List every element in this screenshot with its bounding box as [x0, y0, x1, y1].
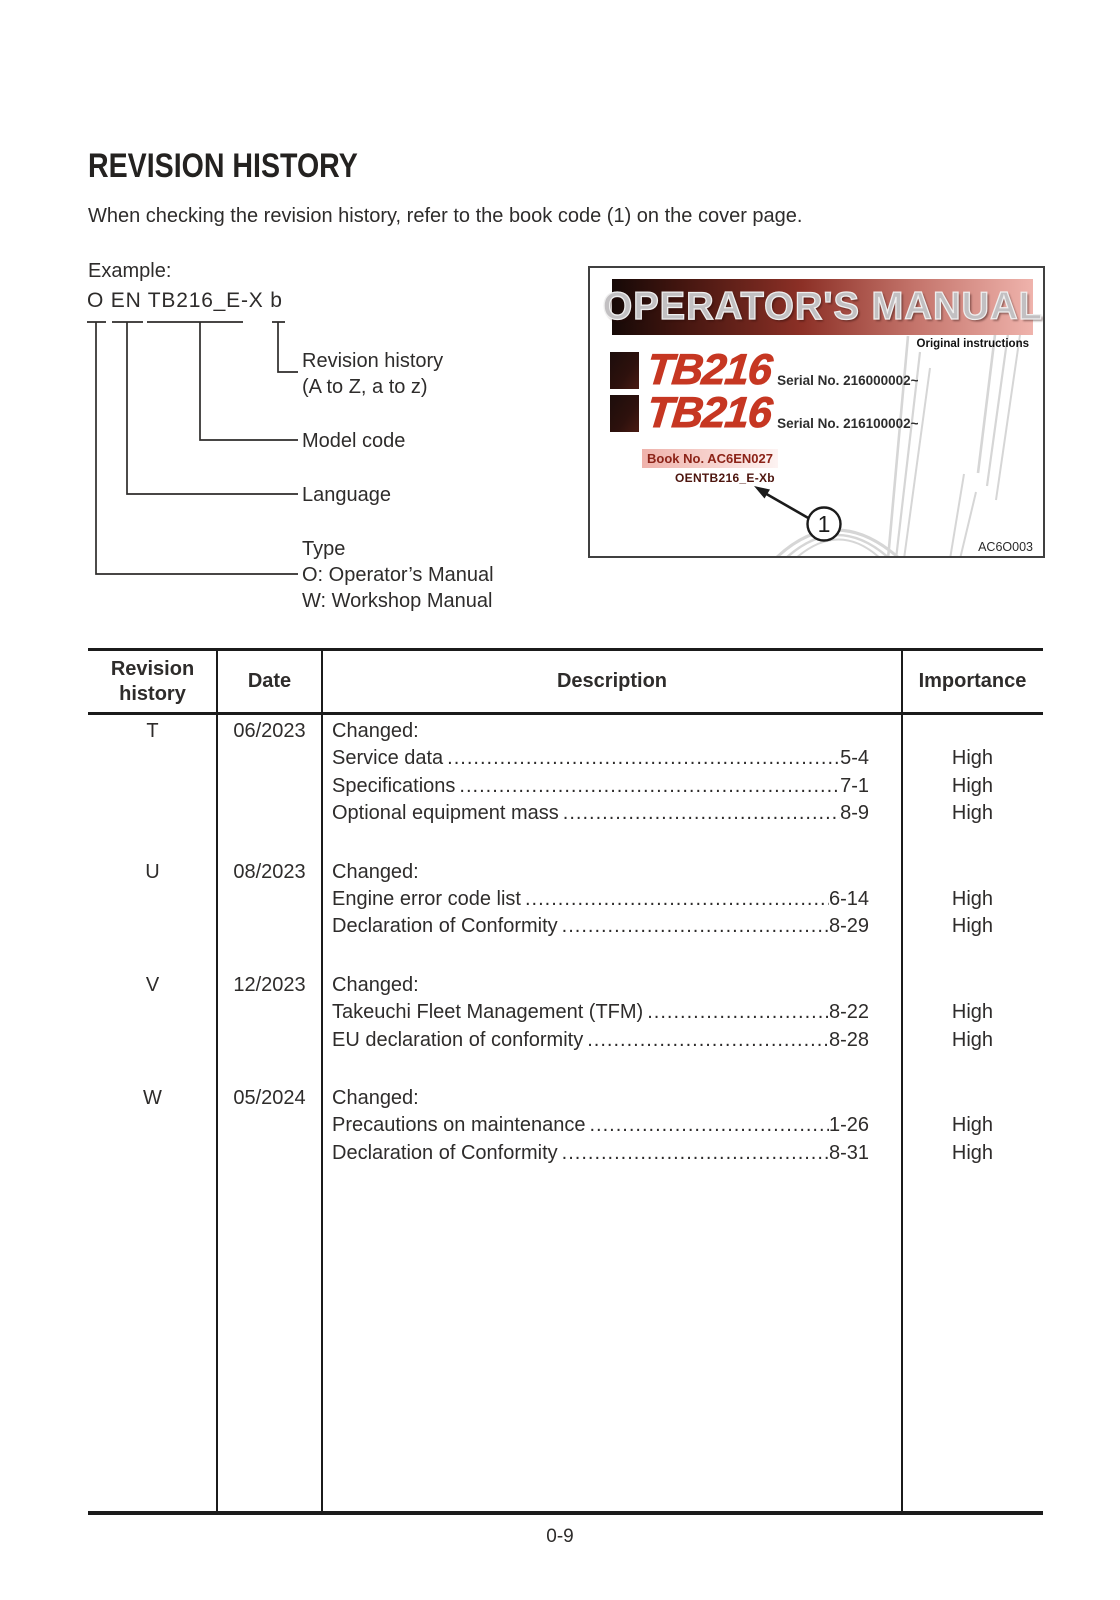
description-line: Changed:	[332, 973, 419, 996]
description-cell	[322, 718, 902, 828]
description-cell	[322, 1085, 902, 1167]
importance-value	[902, 718, 1043, 745]
revision-letter-cell: V	[145, 973, 160, 996]
importance-value	[902, 972, 1043, 999]
model-name: TB216	[644, 346, 774, 394]
page-reference: 8-9	[840, 802, 869, 825]
cover-figure	[588, 266, 1045, 558]
description-text: Precautions on maintenance	[332, 1114, 586, 1137]
callout-number: 1	[817, 511, 831, 537]
description-line	[332, 773, 869, 800]
description-line	[332, 1027, 869, 1054]
leader-dots	[590, 1112, 829, 1139]
page-reference: 8-31	[828, 1141, 869, 1164]
importance-cell	[902, 972, 1043, 1054]
page-reference: 1-26	[828, 1114, 869, 1137]
table-bottom-rule	[88, 1511, 1043, 1515]
description-line: Changed:	[332, 720, 419, 742]
description-text: Takeuchi Fleet Management (TFM)	[332, 1001, 644, 1024]
description-line	[332, 999, 869, 1026]
model-name: TB216	[644, 389, 774, 437]
model-serial: Serial No. 216000002~	[777, 373, 919, 388]
original-instructions-label: Original instructions	[916, 338, 1029, 350]
description-line	[332, 745, 869, 772]
description-line	[332, 1112, 869, 1139]
cover-banner-title: OPERATOR'S MANUAL	[602, 285, 1043, 328]
description-line	[332, 886, 869, 913]
label-model-code: Model code	[302, 430, 406, 452]
page-reference: 8-29	[828, 915, 869, 938]
table-column-rule	[321, 651, 323, 1511]
importance-value: High	[951, 1001, 994, 1024]
leader-dots	[587, 1027, 829, 1054]
model-serial: Serial No. 216100002~	[777, 416, 919, 431]
header-date: Date	[247, 670, 292, 692]
revision-letter-cell: T	[146, 720, 159, 742]
page-reference: 6-14	[828, 888, 869, 911]
label-revision-range: (A to Z, a to z)	[302, 376, 428, 398]
page-reference: 5-4	[840, 747, 869, 770]
description-text: Declaration of Conformity	[332, 915, 558, 938]
label-type-operator: O: Operator’s Manual	[302, 564, 494, 586]
revision-letter-cell: U	[145, 860, 160, 883]
header-description: Description	[556, 670, 668, 692]
page-reference: 8-28	[828, 1028, 869, 1051]
table-header-row	[88, 651, 1043, 715]
importance-value: High	[951, 1141, 994, 1164]
importance-cell	[902, 1085, 1043, 1167]
leader-dots	[563, 800, 840, 827]
importance-value: High	[951, 747, 994, 770]
date-cell: 08/2023	[233, 860, 306, 883]
page-reference: 8-22	[828, 1001, 869, 1024]
description-line	[332, 913, 869, 940]
leader-dots	[562, 913, 829, 940]
description-line: Changed:	[332, 860, 419, 883]
page-reference: 7-1	[840, 774, 869, 797]
label-type-workshop: W: Workshop Manual	[302, 590, 493, 612]
leader-dots	[459, 773, 840, 800]
importance-cell	[902, 718, 1043, 828]
book-code-example: O EN TB216_E-X b	[87, 289, 283, 312]
table-column-rule	[901, 651, 903, 1511]
leader-dots	[562, 1140, 829, 1167]
description-text: Service data	[332, 747, 444, 770]
leader-dots	[525, 886, 829, 913]
table-column-rule	[216, 651, 218, 1511]
importance-cell	[902, 859, 1043, 941]
importance-value: High	[951, 802, 994, 825]
importance-value	[902, 1085, 1043, 1112]
date-cell: 05/2024	[233, 1087, 306, 1110]
label-type: Type	[302, 538, 346, 560]
book-code: OENTB216_E-Xb	[675, 471, 775, 485]
callout-arrow	[590, 268, 1045, 558]
description-line	[332, 800, 869, 827]
importance-value: High	[951, 888, 994, 911]
header-importance: Importance	[918, 670, 1027, 692]
date-cell: 06/2023	[233, 720, 306, 742]
description-line	[332, 1140, 869, 1167]
figure-code: AC6O003	[978, 540, 1033, 554]
page-title: REVISION HISTORY	[88, 147, 358, 185]
description-cell	[322, 972, 902, 1054]
importance-value: High	[951, 915, 994, 938]
label-revision-history: Revision history	[302, 350, 444, 372]
description-text: Optional equipment mass	[332, 802, 559, 825]
description-text: Engine error code list	[332, 888, 521, 911]
leader-dots	[447, 745, 840, 772]
importance-value: High	[951, 1114, 994, 1137]
date-cell: 12/2023	[233, 973, 306, 996]
description-text: EU declaration of conformity	[332, 1028, 584, 1051]
revision-table	[88, 648, 1043, 1515]
table-row	[88, 859, 1043, 941]
intro-text: When checking the revision history, refer to the book code (1) on the cover page.	[88, 205, 803, 227]
table-top-rule	[88, 648, 1043, 651]
table-row	[88, 972, 1043, 1054]
header-revision-history: Revision history	[110, 657, 195, 705]
revision-letter-cell: W	[143, 1087, 162, 1110]
example-heading: Example:	[88, 260, 172, 282]
description-text: Declaration of Conformity	[332, 1141, 558, 1164]
description-line: Changed:	[332, 1087, 419, 1110]
table-row	[88, 1085, 1043, 1167]
description-cell	[322, 859, 902, 941]
revision-table-body	[88, 715, 1043, 1167]
importance-value: High	[951, 1028, 994, 1051]
leader-dots	[647, 999, 829, 1026]
table-row	[88, 718, 1043, 828]
importance-value	[902, 859, 1043, 886]
page-number: 0-9	[546, 1526, 574, 1547]
book-number: Book No. AC6EN027	[647, 451, 773, 466]
importance-value: High	[951, 774, 994, 797]
label-language: Language	[302, 484, 391, 506]
description-text: Specifications	[332, 774, 456, 797]
